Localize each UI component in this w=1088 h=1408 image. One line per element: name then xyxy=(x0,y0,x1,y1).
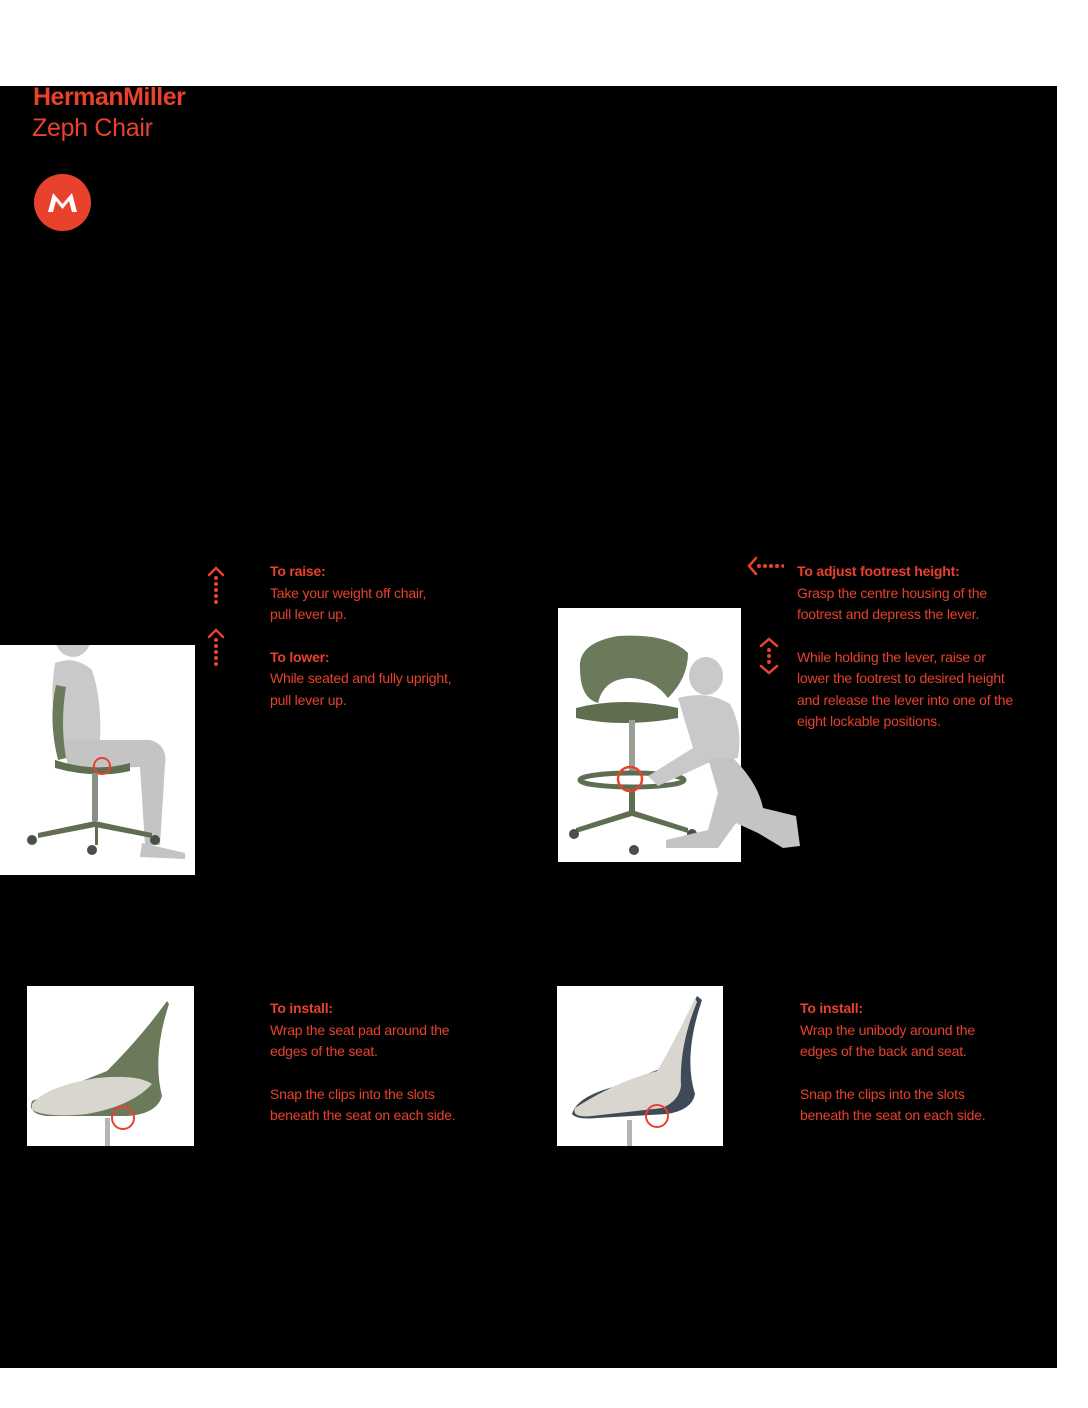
unibody-line-3: Snap the clips into the slots xyxy=(800,1085,965,1102)
raise-line-1: Take your weight off chair, xyxy=(270,584,427,601)
footrest-line-5: and release the lever into one of the xyxy=(797,691,1013,708)
raise-heading: To raise: xyxy=(270,563,326,579)
unibody-illustration xyxy=(557,986,723,1146)
lower-line-1: While seated and fully upright, xyxy=(270,670,452,686)
seat-pad-photo xyxy=(27,986,194,1146)
unibody-line-2: edges of the back and seat. xyxy=(800,1043,967,1059)
product-name: Zeph Chair xyxy=(32,114,153,142)
unibody-photo xyxy=(557,986,723,1146)
seat-pad-line-1: Wrap the seat pad around the xyxy=(270,1021,450,1038)
footrest-line-6: eight lockable positions. xyxy=(797,713,941,729)
seat-pad-illustration xyxy=(27,986,194,1146)
hermanmiller-logo-icon xyxy=(34,174,91,231)
unibody-line-1: Wrap the unibody around the xyxy=(800,1021,975,1038)
seat-pad-heading: To install: xyxy=(270,1000,333,1016)
brand-name: HermanMiller xyxy=(33,83,186,111)
arrow-up-icon xyxy=(206,566,226,604)
seat-pad-line-3: Snap the clips into the slots xyxy=(270,1085,435,1102)
lower-heading: To lower: xyxy=(270,648,330,665)
lower-line-2: pull lever up. xyxy=(270,691,347,708)
seated-figure-illustration xyxy=(0,645,195,875)
unibody-instructions xyxy=(800,998,1045,1127)
seat-pad-line-2: edges of the seat. xyxy=(270,1043,378,1059)
arrow-updown-icon xyxy=(757,637,781,675)
raise-line-2: pull lever up. xyxy=(270,606,347,622)
footrest-line-3: While holding the lever, raise or xyxy=(797,648,986,665)
arrow-left-icon xyxy=(746,555,784,577)
footrest-line-4: lower the footrest to desired height xyxy=(797,670,1005,686)
footrest-instructions xyxy=(797,561,1047,733)
seat-pad-instructions xyxy=(270,998,530,1127)
unibody-heading: To install: xyxy=(800,1000,863,1016)
footrest-line-2: footrest and depress the lever. xyxy=(797,606,980,622)
arrow-up-icon xyxy=(206,628,226,666)
seat-pad-line-4: beneath the seat on each side. xyxy=(270,1107,456,1123)
footrest-line-1: Grasp the centre housing of the xyxy=(797,584,987,601)
footrest-heading: To adjust footrest height: xyxy=(797,563,960,579)
seated-figure-photo xyxy=(0,645,195,875)
seat-height-instructions xyxy=(270,561,530,711)
unibody-line-4: beneath the seat on each side. xyxy=(800,1107,986,1123)
